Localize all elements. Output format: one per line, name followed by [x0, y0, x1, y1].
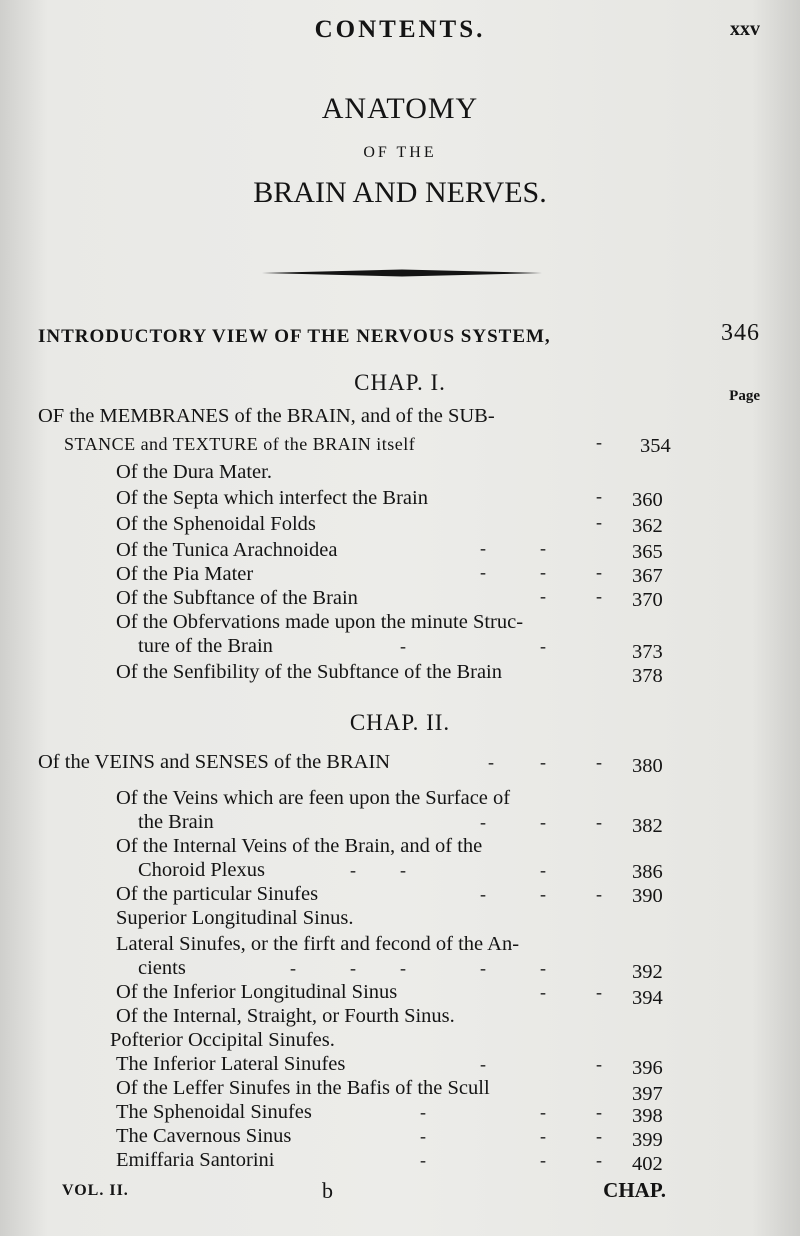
chap1-sensibility: Of the Senfibility of the Subftance of the Brain	[116, 661, 502, 683]
chap2-superior: Superior Longitudinal Sinus.	[116, 907, 354, 929]
leader-dash: -	[540, 752, 546, 772]
chap2-sphenoidal: The Sphenoidal Sinufes	[116, 1101, 312, 1123]
chap1-item-sphenoidal-page: 362	[632, 515, 663, 537]
chap2-internal-page: 386	[632, 861, 663, 883]
leader-dash: -	[540, 1126, 546, 1146]
chap1-item-substance-page: 370	[632, 589, 663, 611]
chap2-cavernous: The Cavernous Sinus	[116, 1125, 292, 1147]
leader-dash: -	[350, 958, 356, 978]
leader-dash: -	[540, 562, 546, 582]
leader-dash: -	[488, 752, 494, 772]
introductory-entry	[38, 320, 760, 352]
chap2-veins-line2: the Brain	[138, 811, 214, 833]
intro-label: INTRODUCTORY VIEW OF THE NERVOUS SYSTEM,	[38, 326, 551, 347]
chap1-item-dura: Of the Dura Mater.	[116, 461, 272, 483]
leader-dash: -	[596, 512, 602, 532]
intro-page: 346	[721, 320, 760, 346]
leader-dash: -	[480, 538, 486, 558]
leader-dash: -	[540, 884, 546, 904]
chap2-cavernous-page: 399	[632, 1129, 663, 1151]
chap1-sensibility-page: 378	[632, 665, 663, 687]
ornamental-rule	[262, 268, 542, 278]
chap2-inferior-longitudinal-page: 394	[632, 987, 663, 1009]
chap2-veins-line1: Of the Veins which are feen upon the Surface of	[116, 787, 511, 809]
chap2-lesser-sinuses-page: 397	[632, 1083, 663, 1105]
chap2-inferior-longitudinal: Of the Inferior Longitudinal Sinus	[116, 981, 398, 1003]
leader-dash: -	[420, 1150, 426, 1170]
chap1-main-line2: STANCE and TEXTURE of the BRAIN itself	[64, 434, 416, 454]
leader-dash: -	[596, 752, 602, 772]
leader-dash: -	[596, 432, 602, 452]
leader-dash: -	[400, 958, 406, 978]
heading-of-the: OF THE	[363, 144, 437, 161]
chap1-observations-line2: ture of the Brain	[138, 635, 273, 657]
chap2-posterior-occipital: Pofterior Occipital Sinufes.	[110, 1029, 335, 1051]
running-head-title: CONTENTS.	[314, 16, 486, 43]
chap2-veins-page: 382	[632, 815, 663, 837]
page-column-label: Page	[729, 388, 760, 404]
chap2-internal-line1: Of the Internal Veins of the Brain, and of the	[116, 835, 483, 857]
page-footer	[0, 1178, 800, 1208]
chap2-particular: Of the particular Sinufes	[116, 883, 319, 905]
heading-brain-and-nerves: BRAIN AND NERVES.	[253, 176, 547, 209]
chap2-particular-page: 390	[632, 885, 663, 907]
leader-dash: -	[480, 1054, 486, 1074]
leader-dash: -	[540, 538, 546, 558]
leader-dash: -	[596, 884, 602, 904]
chap2-lateral-line2: cients	[138, 957, 186, 979]
chap1-title: CHAP. I.	[354, 370, 446, 395]
leader-dash: -	[596, 982, 602, 1002]
leader-dash: -	[596, 1102, 602, 1122]
leader-dash: -	[540, 860, 546, 880]
chap1-item-pia-page: 367	[632, 565, 663, 587]
leader-dash: -	[540, 1102, 546, 1122]
leader-dash: -	[480, 884, 486, 904]
leader-dash: -	[540, 958, 546, 978]
chap2-title: CHAP. II.	[349, 710, 451, 735]
chap2-main: Of the VEINS and SENSES of the BRAIN	[38, 751, 391, 773]
leader-dash: -	[540, 586, 546, 606]
chap1-observations-line1: Of the Obfervations made upon the minute Struc-	[116, 611, 524, 633]
leader-dash: -	[400, 636, 406, 656]
leader-dash: -	[540, 636, 546, 656]
leader-dash: -	[596, 1054, 602, 1074]
chap2-main-page: 380	[632, 755, 663, 777]
running-head	[0, 16, 800, 56]
chap2-sphenoidal-page: 398	[632, 1105, 663, 1127]
chap2-internal-line2: Choroid Plexus	[138, 859, 265, 881]
leader-dash: -	[596, 1126, 602, 1146]
chap2-lesser-sinuses: Of the Leffer Sinufes in the Bafis of the Scull	[116, 1077, 490, 1099]
section-heading	[0, 92, 800, 210]
signature-mark: b	[322, 1178, 333, 1203]
leader-dash: -	[596, 1150, 602, 1170]
leader-dash: -	[596, 812, 602, 832]
leader-dash: -	[540, 982, 546, 1002]
chap1-main-line1: OF the MEMBRANES of the BRAIN, and of the SUB-	[38, 405, 495, 427]
leader-dash: -	[596, 586, 602, 606]
leader-dash: -	[400, 860, 406, 880]
chap1-observations-page: 373	[632, 641, 663, 663]
chap1-item-septa-page: 360	[632, 489, 663, 511]
chap2-lateral-line1: Lateral Sinufes, or the firft and fecond of the An-	[116, 933, 520, 955]
chap1-main-page: 354	[640, 435, 671, 457]
heading-anatomy: ANATOMY	[321, 92, 479, 125]
page-folio: xxv	[730, 18, 760, 40]
chap1-item-septa: Of the Septa which interfect the Brain	[116, 487, 428, 509]
leader-dash: -	[540, 812, 546, 832]
chap1-item-pia: Of the Pia Mater	[116, 563, 254, 585]
leader-dash: -	[540, 1150, 546, 1170]
chap2-internal-straight: Of the Internal, Straight, or Fourth Sinus.	[116, 1005, 455, 1027]
chap2-inferior-lateral-page: 396	[632, 1057, 663, 1079]
catchword: CHAP.	[603, 1178, 666, 1202]
leader-dash: -	[596, 486, 602, 506]
leader-dash: -	[350, 860, 356, 880]
leader-dash: -	[420, 1102, 426, 1122]
leader-dash: -	[290, 958, 296, 978]
chap2-emissaria: Emiffaria Santorini	[116, 1149, 275, 1171]
chap2-inferior-lateral: The Inferior Lateral Sinufes	[116, 1053, 346, 1075]
leader-dash: -	[480, 812, 486, 832]
chap1-item-arachnoidea: Of the Tunica Arachnoidea	[116, 539, 338, 561]
chap2-lateral-page: 392	[632, 961, 663, 983]
chap1-item-substance: Of the Subftance of the Brain	[116, 587, 358, 609]
leader-dash: -	[596, 562, 602, 582]
chap1-item-arachnoidea-page: 365	[632, 541, 663, 563]
leader-dash: -	[480, 958, 486, 978]
chap2-emissaria-page: 402	[632, 1153, 663, 1175]
chap1-item-sphenoidal: Of the Sphenoidal Folds	[116, 513, 316, 535]
volume-label: VOL. II.	[62, 1182, 129, 1199]
leader-dash: -	[420, 1126, 426, 1146]
leader-dash: -	[480, 562, 486, 582]
